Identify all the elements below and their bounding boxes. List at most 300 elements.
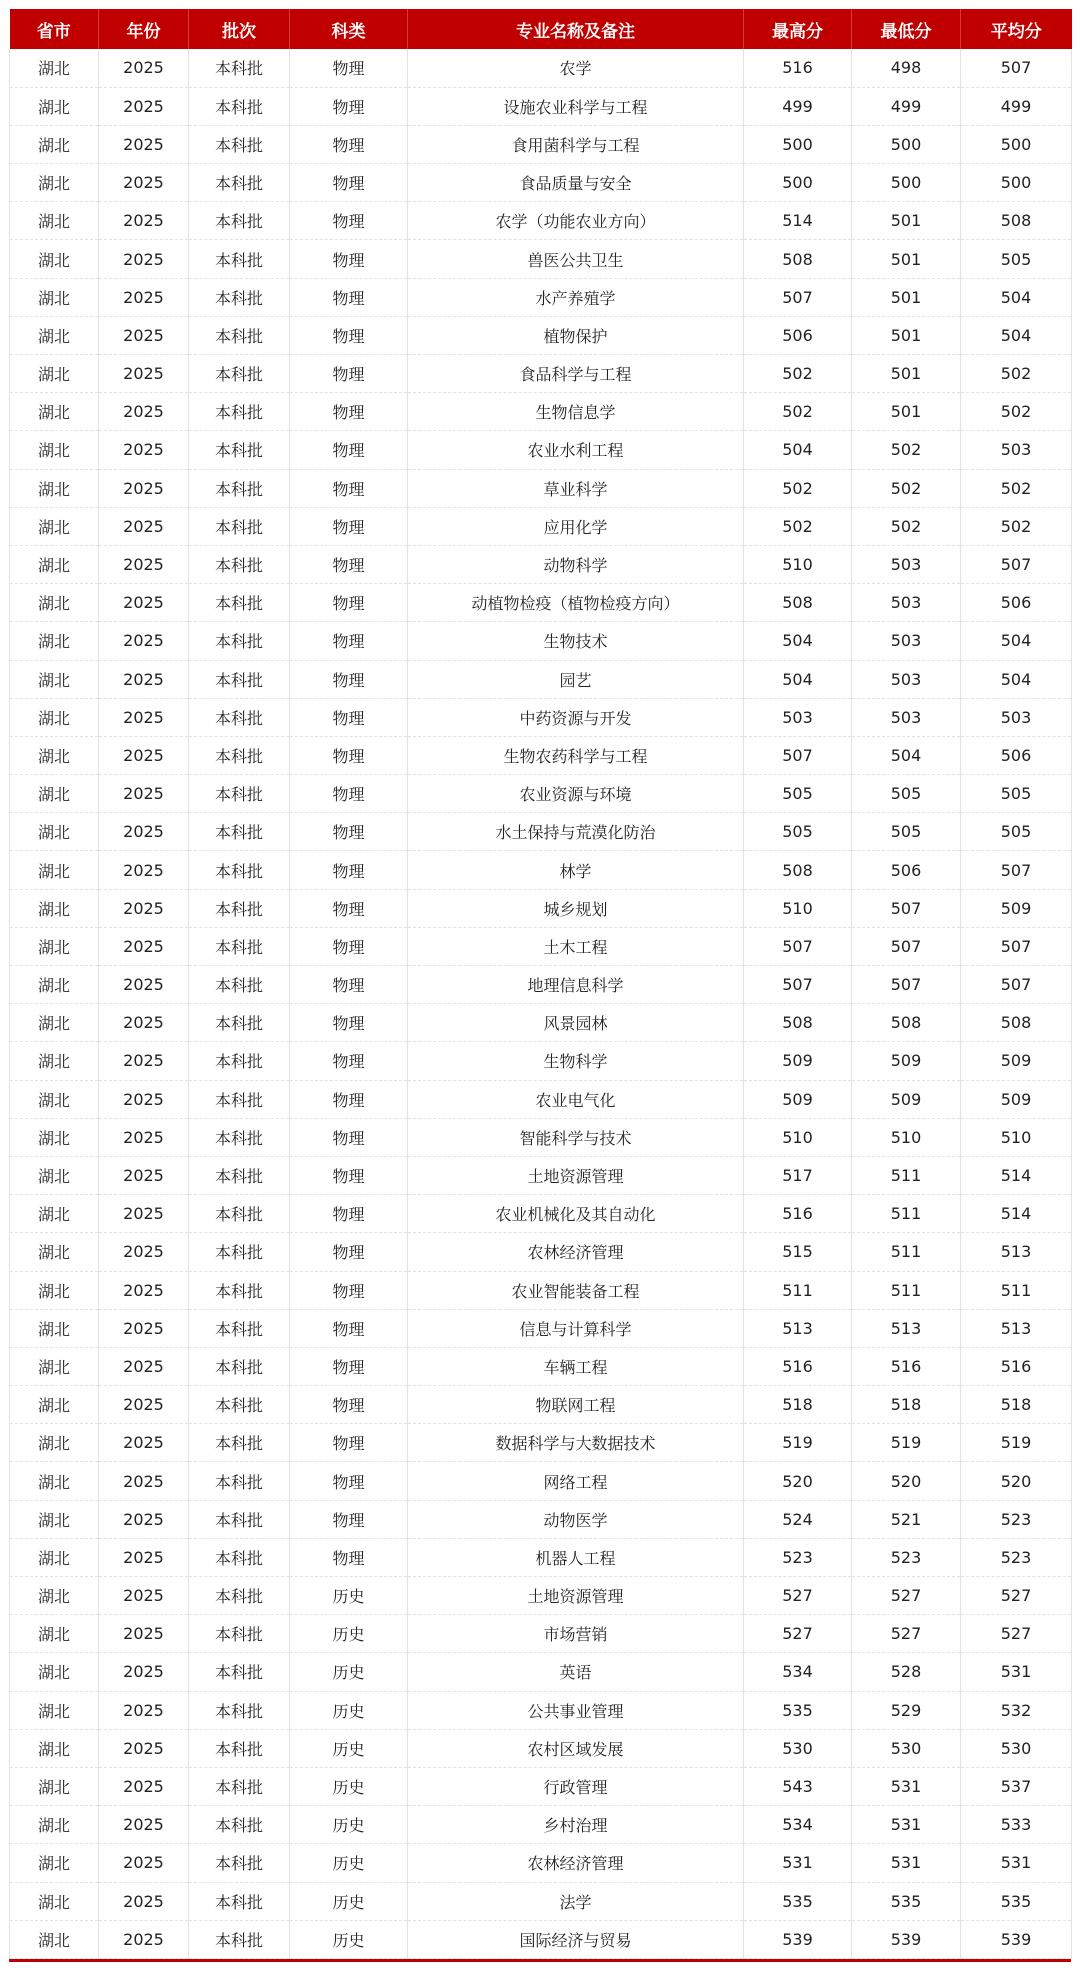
cell-province: 湖北	[10, 1271, 99, 1309]
cell-max-score: 511	[744, 1271, 852, 1309]
cell-max-score: 505	[744, 813, 852, 851]
header-max-score: 最高分	[744, 9, 852, 49]
cell-year: 2025	[99, 202, 189, 240]
cell-avg-score: 513	[961, 1309, 1072, 1347]
cell-min-score: 530	[852, 1729, 961, 1767]
cell-subject: 历史	[290, 1767, 408, 1805]
cell-batch: 本科批	[189, 469, 290, 507]
cell-subject: 物理	[290, 660, 408, 698]
cell-min-score: 511	[852, 1271, 961, 1309]
cell-province: 湖北	[10, 1004, 99, 1042]
cell-batch: 本科批	[189, 202, 290, 240]
cell-min-score: 502	[852, 431, 961, 469]
cell-max-score: 510	[744, 1118, 852, 1156]
header-batch: 批次	[189, 9, 290, 49]
cell-province: 湖北	[10, 164, 99, 202]
cell-subject: 物理	[290, 202, 408, 240]
cell-avg-score: 507	[961, 49, 1072, 87]
cell-major: 水土保持与荒漠化防治	[408, 813, 744, 851]
cell-avg-score: 504	[961, 622, 1072, 660]
cell-max-score: 513	[744, 1309, 852, 1347]
cell-batch: 本科批	[189, 1500, 290, 1538]
cell-batch: 本科批	[189, 1538, 290, 1576]
cell-avg-score: 523	[961, 1500, 1072, 1538]
cell-min-score: 539	[852, 1920, 961, 1958]
cell-avg-score: 508	[961, 1004, 1072, 1042]
cell-max-score: 535	[744, 1691, 852, 1729]
cell-year: 2025	[99, 1118, 189, 1156]
cell-batch: 本科批	[189, 660, 290, 698]
cell-province: 湖北	[10, 775, 99, 813]
table-row	[10, 355, 1072, 393]
cell-subject: 物理	[290, 927, 408, 965]
cell-subject: 物理	[290, 355, 408, 393]
cell-max-score: 517	[744, 1156, 852, 1194]
cell-avg-score: 502	[961, 507, 1072, 545]
cell-max-score: 516	[744, 1195, 852, 1233]
cell-major: 公共事业管理	[408, 1691, 744, 1729]
cell-min-score: 505	[852, 813, 961, 851]
cell-max-score: 520	[744, 1462, 852, 1500]
header-province: 省市	[36, 21, 71, 42]
cell-year: 2025	[99, 1844, 189, 1882]
cell-min-score: 531	[852, 1806, 961, 1844]
cell-min-score: 511	[852, 1233, 961, 1271]
cell-year: 2025	[99, 1309, 189, 1347]
cell-avg-score: 519	[961, 1424, 1072, 1462]
cell-min-score: 501	[852, 202, 961, 240]
cell-batch: 本科批	[189, 1806, 290, 1844]
cell-min-score: 511	[852, 1156, 961, 1194]
table-row	[10, 1347, 1072, 1385]
cell-min-score: 499	[852, 87, 961, 125]
cell-min-score: 505	[852, 775, 961, 813]
cell-avg-score: 502	[961, 469, 1072, 507]
cell-year: 2025	[99, 49, 189, 87]
cell-major: 生物技术	[408, 622, 744, 660]
table-row	[10, 469, 1072, 507]
table-row	[10, 1806, 1072, 1844]
table-row	[10, 736, 1072, 774]
cell-batch: 本科批	[189, 87, 290, 125]
cell-major: 植物保护	[408, 316, 744, 354]
cell-province: 湖北	[10, 1806, 99, 1844]
cell-batch: 本科批	[189, 1042, 290, 1080]
cell-province: 湖北	[10, 1500, 99, 1538]
cell-province: 湖北	[10, 966, 99, 1004]
header-year: 年份	[99, 9, 189, 49]
cell-min-score: 501	[852, 240, 961, 278]
cell-year: 2025	[99, 1156, 189, 1194]
cell-batch: 本科批	[189, 164, 290, 202]
table-row	[10, 927, 1072, 965]
cell-min-score: 506	[852, 851, 961, 889]
cell-batch: 本科批	[189, 584, 290, 622]
cell-year: 2025	[99, 393, 189, 431]
cell-max-score: 502	[744, 355, 852, 393]
cell-avg-score: 523	[961, 1538, 1072, 1576]
cell-avg-score: 505	[961, 775, 1072, 813]
table-row	[10, 1462, 1072, 1500]
cell-province: 湖北	[10, 1347, 99, 1385]
cell-max-score: 510	[744, 545, 852, 583]
cell-min-score: 503	[852, 622, 961, 660]
cell-major: 水产养殖学	[408, 278, 744, 316]
cell-subject: 物理	[290, 698, 408, 736]
cell-major: 数据科学与大数据技术	[408, 1424, 744, 1462]
cell-subject: 物理	[290, 316, 408, 354]
table-row	[10, 49, 1072, 87]
table-row	[10, 889, 1072, 927]
cell-major: 食品质量与安全	[408, 164, 744, 202]
cell-major: 食用菌科学与工程	[408, 125, 744, 163]
cell-subject: 历史	[290, 1577, 408, 1615]
cell-year: 2025	[99, 1233, 189, 1271]
cell-province: 湖北	[10, 736, 99, 774]
cell-year: 2025	[99, 584, 189, 622]
cell-max-score: 506	[744, 316, 852, 354]
cell-subject: 物理	[290, 966, 408, 1004]
cell-major: 农业机械化及其自动化	[408, 1195, 744, 1233]
cell-major: 草业科学	[408, 469, 744, 507]
cell-subject: 物理	[290, 1538, 408, 1576]
header-min-score: 最低分	[852, 9, 961, 49]
cell-province: 湖北	[10, 698, 99, 736]
cell-province: 湖北	[10, 1653, 99, 1691]
cell-max-score: 531	[744, 1844, 852, 1882]
table-row	[10, 1233, 1072, 1271]
cell-min-score: 503	[852, 584, 961, 622]
cell-min-score: 501	[852, 316, 961, 354]
cell-year: 2025	[99, 660, 189, 698]
cell-subject: 历史	[290, 1920, 408, 1958]
table-row	[10, 545, 1072, 583]
cell-province: 湖北	[10, 1615, 99, 1653]
cell-min-score: 527	[852, 1577, 961, 1615]
cell-year: 2025	[99, 164, 189, 202]
cell-subject: 物理	[290, 622, 408, 660]
cell-province: 湖北	[10, 469, 99, 507]
cell-max-score: 504	[744, 660, 852, 698]
cell-province: 湖北	[10, 125, 99, 163]
cell-batch: 本科批	[189, 507, 290, 545]
cell-min-score: 501	[852, 278, 961, 316]
cell-max-score: 505	[744, 775, 852, 813]
cell-min-score: 516	[852, 1347, 961, 1385]
cell-province: 湖北	[10, 1920, 99, 1958]
cell-province: 湖北	[10, 1233, 99, 1271]
table-row	[10, 1042, 1072, 1080]
cell-province: 湖北	[10, 545, 99, 583]
cell-subject: 历史	[290, 1653, 408, 1691]
cell-min-score: 518	[852, 1386, 961, 1424]
cell-year: 2025	[99, 1080, 189, 1118]
cell-year: 2025	[99, 1615, 189, 1653]
table-row	[10, 1309, 1072, 1347]
cell-subject: 历史	[290, 1882, 408, 1920]
cell-max-score: 507	[744, 966, 852, 1004]
table-row	[10, 393, 1072, 431]
cell-min-score: 527	[852, 1615, 961, 1653]
cell-year: 2025	[99, 813, 189, 851]
cell-province: 湖北	[10, 1882, 99, 1920]
cell-min-score: 531	[852, 1844, 961, 1882]
cell-year: 2025	[99, 507, 189, 545]
cell-avg-score: 505	[961, 240, 1072, 278]
cell-max-score: 530	[744, 1729, 852, 1767]
cell-major: 机器人工程	[408, 1538, 744, 1576]
table-row	[10, 1538, 1072, 1576]
cell-min-score: 521	[852, 1500, 961, 1538]
cell-batch: 本科批	[189, 1004, 290, 1042]
cell-batch: 本科批	[189, 355, 290, 393]
table-row	[10, 202, 1072, 240]
table-row	[10, 1615, 1072, 1653]
cell-batch: 本科批	[189, 431, 290, 469]
cell-major: 农业电气化	[408, 1080, 744, 1118]
table-row	[10, 507, 1072, 545]
cell-batch: 本科批	[189, 1767, 290, 1805]
cell-min-score: 531	[852, 1767, 961, 1805]
cell-avg-score: 535	[961, 1882, 1072, 1920]
cell-subject: 物理	[290, 775, 408, 813]
cell-major: 食品科学与工程	[408, 355, 744, 393]
cell-max-score: 514	[744, 202, 852, 240]
cell-major: 土地资源管理	[408, 1577, 744, 1615]
header-subject: 科类	[290, 9, 408, 49]
table-row	[10, 1882, 1072, 1920]
cell-year: 2025	[99, 698, 189, 736]
cell-subject: 物理	[290, 1233, 408, 1271]
cell-avg-score: 503	[961, 431, 1072, 469]
cell-max-score: 502	[744, 507, 852, 545]
cell-year: 2025	[99, 431, 189, 469]
cell-year: 2025	[99, 87, 189, 125]
cell-province: 湖北	[10, 240, 99, 278]
score-table-container	[9, 9, 1071, 1962]
cell-batch: 本科批	[189, 851, 290, 889]
cell-max-score: 509	[744, 1080, 852, 1118]
cell-max-score: 500	[744, 125, 852, 163]
cell-max-score: 527	[744, 1577, 852, 1615]
cell-year: 2025	[99, 1691, 189, 1729]
cell-min-score: 502	[852, 507, 961, 545]
cell-subject: 历史	[290, 1729, 408, 1767]
cell-avg-score: 532	[961, 1691, 1072, 1729]
cell-year: 2025	[99, 1004, 189, 1042]
cell-subject: 物理	[290, 469, 408, 507]
cell-avg-score: 518	[961, 1386, 1072, 1424]
cell-avg-score: 499	[961, 87, 1072, 125]
cell-min-score: 520	[852, 1462, 961, 1500]
table-row	[10, 775, 1072, 813]
cell-subject: 物理	[290, 1386, 408, 1424]
table-row	[10, 1691, 1072, 1729]
cell-major: 国际经济与贸易	[408, 1920, 744, 1958]
cell-min-score: 529	[852, 1691, 961, 1729]
cell-max-score: 502	[744, 393, 852, 431]
table-row	[10, 813, 1072, 851]
cell-subject: 物理	[290, 1195, 408, 1233]
cell-province: 湖北	[10, 889, 99, 927]
cell-subject: 物理	[290, 1424, 408, 1462]
cell-batch: 本科批	[189, 1462, 290, 1500]
cell-major: 农业智能装备工程	[408, 1271, 744, 1309]
cell-year: 2025	[99, 927, 189, 965]
cell-avg-score: 520	[961, 1462, 1072, 1500]
cell-subject: 物理	[290, 1271, 408, 1309]
cell-major: 英语	[408, 1653, 744, 1691]
cell-max-score: 500	[744, 164, 852, 202]
cell-avg-score: 505	[961, 813, 1072, 851]
cell-avg-score: 507	[961, 851, 1072, 889]
cell-major: 物联网工程	[408, 1386, 744, 1424]
cell-batch: 本科批	[189, 1195, 290, 1233]
cell-subject: 物理	[290, 1156, 408, 1194]
cell-max-score: 509	[744, 1042, 852, 1080]
cell-max-score: 508	[744, 240, 852, 278]
header-avg-score: 平均分	[961, 9, 1072, 49]
cell-avg-score: 507	[961, 545, 1072, 583]
cell-batch: 本科批	[189, 1729, 290, 1767]
table-body	[10, 49, 1072, 1958]
cell-subject: 物理	[290, 1347, 408, 1385]
cell-batch: 本科批	[189, 966, 290, 1004]
cell-major: 土木工程	[408, 927, 744, 965]
cell-year: 2025	[99, 622, 189, 660]
cell-avg-score: 506	[961, 736, 1072, 774]
cell-year: 2025	[99, 1806, 189, 1844]
cell-batch: 本科批	[189, 278, 290, 316]
cell-batch: 本科批	[189, 1615, 290, 1653]
cell-major: 农学	[408, 49, 744, 87]
cell-province: 湖北	[10, 1042, 99, 1080]
cell-batch: 本科批	[189, 1118, 290, 1156]
cell-province: 湖北	[10, 1844, 99, 1882]
cell-major: 应用化学	[408, 507, 744, 545]
cell-major: 农业资源与环境	[408, 775, 744, 813]
cell-province: 湖北	[10, 355, 99, 393]
cell-batch: 本科批	[189, 1844, 290, 1882]
table-row	[10, 1080, 1072, 1118]
cell-max-score: 502	[744, 469, 852, 507]
cell-province: 湖北	[10, 660, 99, 698]
cell-subject: 物理	[290, 851, 408, 889]
cell-province: 湖北	[10, 851, 99, 889]
cell-major: 中药资源与开发	[408, 698, 744, 736]
table-row	[10, 1118, 1072, 1156]
cell-year: 2025	[99, 278, 189, 316]
cell-avg-score: 504	[961, 316, 1072, 354]
cell-subject: 物理	[290, 49, 408, 87]
cell-batch: 本科批	[189, 1653, 290, 1691]
cell-avg-score: 500	[961, 164, 1072, 202]
cell-avg-score: 514	[961, 1156, 1072, 1194]
cell-province: 湖北	[10, 1462, 99, 1500]
cell-subject: 物理	[290, 164, 408, 202]
cell-year: 2025	[99, 1424, 189, 1462]
cell-major: 动物医学	[408, 1500, 744, 1538]
cell-year: 2025	[99, 1577, 189, 1615]
cell-min-score: 511	[852, 1195, 961, 1233]
cell-subject: 物理	[290, 1462, 408, 1500]
cell-avg-score: 527	[961, 1615, 1072, 1653]
table-row	[10, 1386, 1072, 1424]
cell-subject: 历史	[290, 1615, 408, 1653]
table-row	[10, 1767, 1072, 1805]
cell-max-score: 499	[744, 87, 852, 125]
cell-major: 城乡规划	[408, 889, 744, 927]
cell-major: 设施农业科学与工程	[408, 87, 744, 125]
table-row	[10, 1004, 1072, 1042]
cell-min-score: 503	[852, 698, 961, 736]
cell-max-score: 503	[744, 698, 852, 736]
cell-min-score: 519	[852, 1424, 961, 1462]
cell-major: 农业水利工程	[408, 431, 744, 469]
cell-province: 湖北	[10, 1195, 99, 1233]
cell-province: 湖北	[10, 507, 99, 545]
cell-avg-score: 511	[961, 1271, 1072, 1309]
cell-min-score: 510	[852, 1118, 961, 1156]
cell-major: 行政管理	[408, 1767, 744, 1805]
cell-major: 生物农药科学与工程	[408, 736, 744, 774]
cell-avg-score: 530	[961, 1729, 1072, 1767]
cell-batch: 本科批	[189, 545, 290, 583]
table-row	[10, 1729, 1072, 1767]
cell-subject: 物理	[290, 1309, 408, 1347]
cell-province: 湖北	[10, 316, 99, 354]
cell-major: 农学（功能农业方向）	[408, 202, 744, 240]
cell-province: 湖北	[10, 584, 99, 622]
cell-avg-score: 504	[961, 278, 1072, 316]
cell-min-score: 503	[852, 660, 961, 698]
table-row	[10, 1271, 1072, 1309]
cell-max-score: 539	[744, 1920, 852, 1958]
cell-province: 湖北	[10, 1729, 99, 1767]
cell-year: 2025	[99, 1042, 189, 1080]
cell-major: 园艺	[408, 660, 744, 698]
table-row	[10, 1195, 1072, 1233]
cell-province: 湖北	[10, 1767, 99, 1805]
cell-province: 湖北	[10, 431, 99, 469]
table-row	[10, 316, 1072, 354]
table-row	[10, 431, 1072, 469]
table-row	[10, 1844, 1072, 1882]
cell-batch: 本科批	[189, 1156, 290, 1194]
cell-max-score: 508	[744, 851, 852, 889]
table-row	[10, 1653, 1072, 1691]
cell-subject: 物理	[290, 1500, 408, 1538]
cell-avg-score: 509	[961, 889, 1072, 927]
cell-batch: 本科批	[189, 125, 290, 163]
cell-min-score: 498	[852, 49, 961, 87]
table-row	[10, 1424, 1072, 1462]
cell-max-score: 508	[744, 584, 852, 622]
cell-batch: 本科批	[189, 393, 290, 431]
table-row	[10, 660, 1072, 698]
cell-year: 2025	[99, 1386, 189, 1424]
cell-max-score: 507	[744, 927, 852, 965]
table-row	[10, 1920, 1072, 1958]
cell-year: 2025	[99, 1882, 189, 1920]
cell-major: 农林经济管理	[408, 1233, 744, 1271]
cell-year: 2025	[99, 545, 189, 583]
table-row	[10, 1577, 1072, 1615]
cell-avg-score: 510	[961, 1118, 1072, 1156]
cell-year: 2025	[99, 355, 189, 393]
cell-subject: 物理	[290, 1042, 408, 1080]
cell-max-score: 504	[744, 431, 852, 469]
